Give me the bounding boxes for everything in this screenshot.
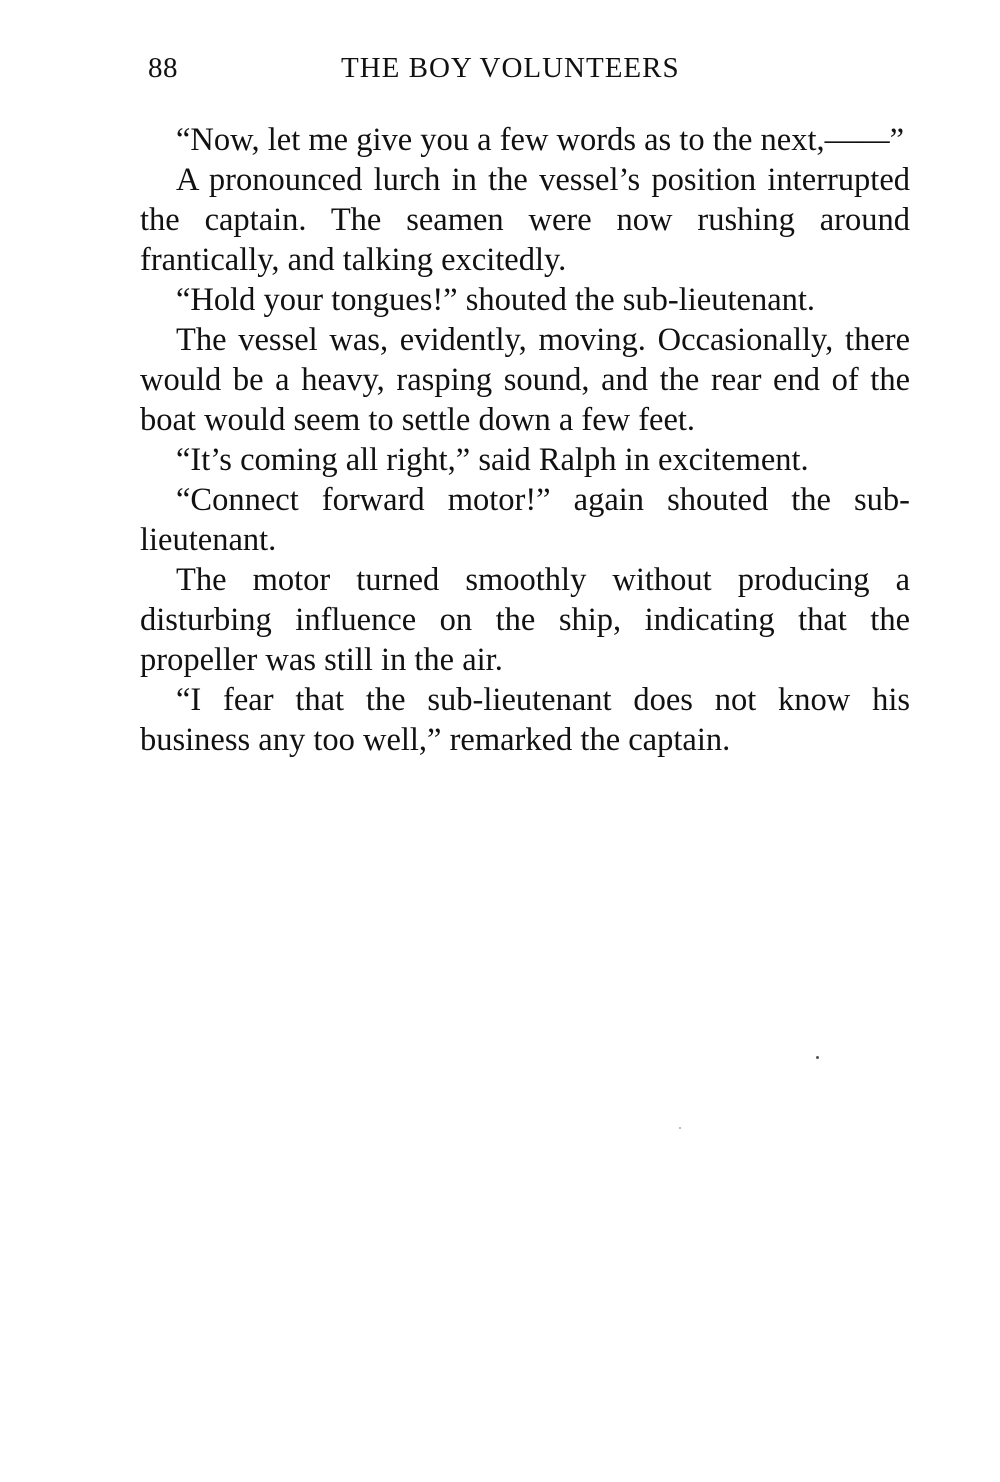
body-text — [140, 120, 910, 760]
running-title: THE BOY VOLUNTEERS — [341, 52, 680, 84]
paragraph: The vessel was, evidently, moving. Occasionally, there would be a heavy, rasping sound, and the rear end of the boat would seem to settle down a few feet. — [140, 322, 910, 438]
scan-speck — [816, 1056, 819, 1059]
paragraph: “Connect forward motor!” again shouted the sub-lieutenant. — [140, 482, 910, 558]
paragraph: “Hold your tongues!” shouted the sub-lieutenant. — [176, 282, 816, 318]
scan-speck — [679, 1127, 681, 1129]
paragraph: A pronounced lurch in the vessel’s position interrupted the captain. The seamen were now rushing around frantically, and talking excitedly. — [140, 162, 910, 278]
paragraph: “I fear that the sub-lieutenant does not know his business any too well,” remarked the captain. — [140, 682, 910, 758]
page-number: 88 — [148, 52, 178, 84]
paragraph: “It’s coming all right,” said Ralph in excitement. — [176, 442, 809, 478]
paragraph: “Now, let me give you a few words as to the next,——” — [176, 122, 905, 158]
paragraph: The motor turned smoothly without producing a disturbing influence on the ship, indicating that the propeller was still in the air. — [140, 562, 910, 678]
page-header — [144, 52, 914, 92]
